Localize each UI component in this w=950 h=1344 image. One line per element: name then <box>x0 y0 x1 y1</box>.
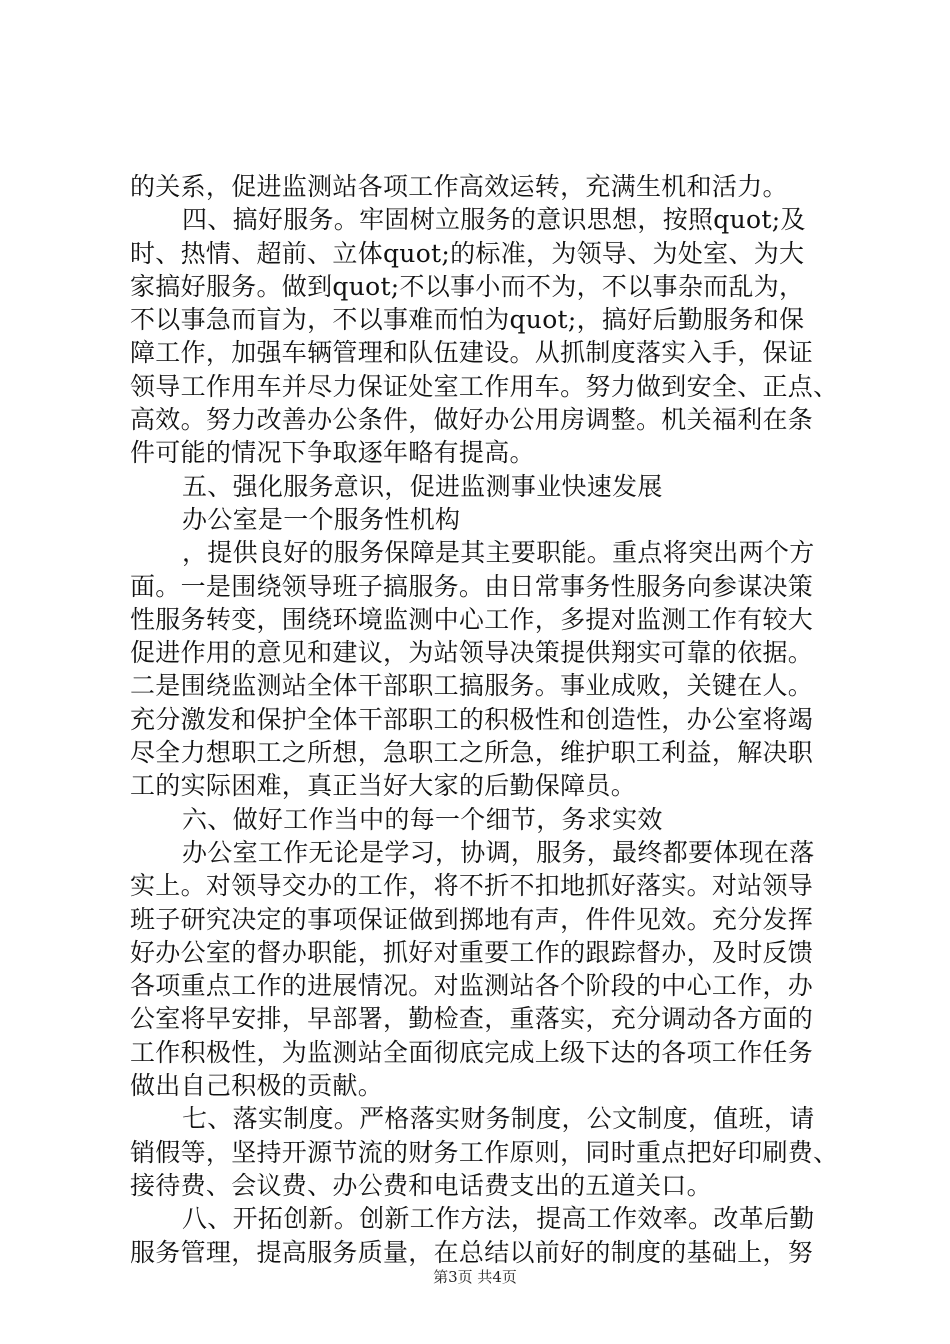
text-line: 不以事急而盲为，不以事难而怕为quot;，搞好后勤服务和保 <box>130 305 805 335</box>
text-line: 件可能的情况下争取逐年略有提高。 <box>130 438 535 468</box>
text-line: 促进作用的意见和建议，为站领导决策提供翔实可靠的依据。 <box>130 638 814 668</box>
text-line: 做出自己积极的贡献。 <box>130 1071 384 1101</box>
text-line: 尽全力想职工之所想，急职工之所急，维护职工利益，解决职 <box>130 738 814 768</box>
text-line: 好办公室的督办职能，抓好对重要工作的跟踪督办，及时反馈 <box>130 937 814 967</box>
paragraph-start-line: 四、搞好服务。牢固树立服务的意识思想，按照quot;及 <box>182 205 806 235</box>
page-number-footer: 第3页 共4页 <box>433 1268 517 1286</box>
paragraph-start-line: 办公室是一个服务性机构 <box>182 504 461 534</box>
text-line: 各项重点工作的进展情况。对监测站各个阶段的中心工作，办 <box>130 971 814 1001</box>
text-line: 服务管理，提高服务质量，在总结以前好的制度的基础上，努 <box>130 1237 814 1267</box>
paragraph-start-line: 八、开拓创新。创新工作方法，提高工作效率。改革后勤 <box>182 1204 815 1234</box>
document-body <box>130 170 839 1269</box>
text-line: 障工作，加强车辆管理和队伍建设。从抓制度落实入手，保证 <box>130 338 814 368</box>
section-heading: 六、做好工作当中的每一个细节，务求实效 <box>182 804 663 834</box>
text-line: 实上。对领导交办的工作，将不折不扣地抓好落实。对站领导 <box>130 871 814 901</box>
text-line: 高效。努力改善办公条件，做好办公用房调整。机关福利在条 <box>130 405 814 435</box>
text-line: 家搞好服务。做到quot;不以事小而不为，不以事杂而乱为， <box>130 271 805 301</box>
text-line: 销假等，坚持开源节流的财务工作原则，同时重点把好印刷费、 <box>130 1137 839 1167</box>
text-line: 工的实际困难，真正当好大家的后勤保障员。 <box>130 771 637 801</box>
text-line: 充分激发和保护全体干部职工的积极性和创造性，办公室将竭 <box>130 704 814 734</box>
paragraph-start-line: 七、落实制度。严格落实财务制度，公文制度，值班，请 <box>182 1104 815 1134</box>
text-line: 面。一是围绕领导班子搞服务。由日常事务性服务向参谋决策 <box>130 571 814 601</box>
text-line: 性服务转变，围绕环境监测中心工作，多提对监测工作有较大 <box>130 604 814 634</box>
paragraph-start-line: 办公室工作无论是学习，协调，服务，最终都要体现在落 <box>182 837 815 867</box>
text-line: 时、热情、超前、立体quot;的标准，为领导、为处室、为大 <box>130 238 805 268</box>
text-line: 公室将早安排，早部署，勤检查，重落实，充分调动各方面的 <box>130 1004 814 1034</box>
text-line: 领导工作用车并尽力保证处室工作用车。努力做到安全、正点、 <box>130 371 839 401</box>
text-line: 二是围绕监测站全体干部职工搞服务。事业成败，关键在人。 <box>130 671 814 701</box>
text-line: ，提供良好的服务保障是其主要职能。重点将突出两个方 <box>182 538 815 568</box>
text-line: 接待费、会议费、办公费和电话费支出的五道关口。 <box>130 1170 712 1200</box>
section-heading: 五、强化服务意识，促进监测事业快速发展 <box>182 471 663 501</box>
text-line: 工作积极性，为监测站全面彻底完成上级下达的各项工作任务 <box>130 1037 814 1067</box>
text-line: 的关系，促进监测站各项工作高效运转，充满生机和活力。 <box>130 172 788 201</box>
text-line: 班子研究决定的事项保证做到掷地有声，件件见效。充分发挥 <box>130 904 814 934</box>
